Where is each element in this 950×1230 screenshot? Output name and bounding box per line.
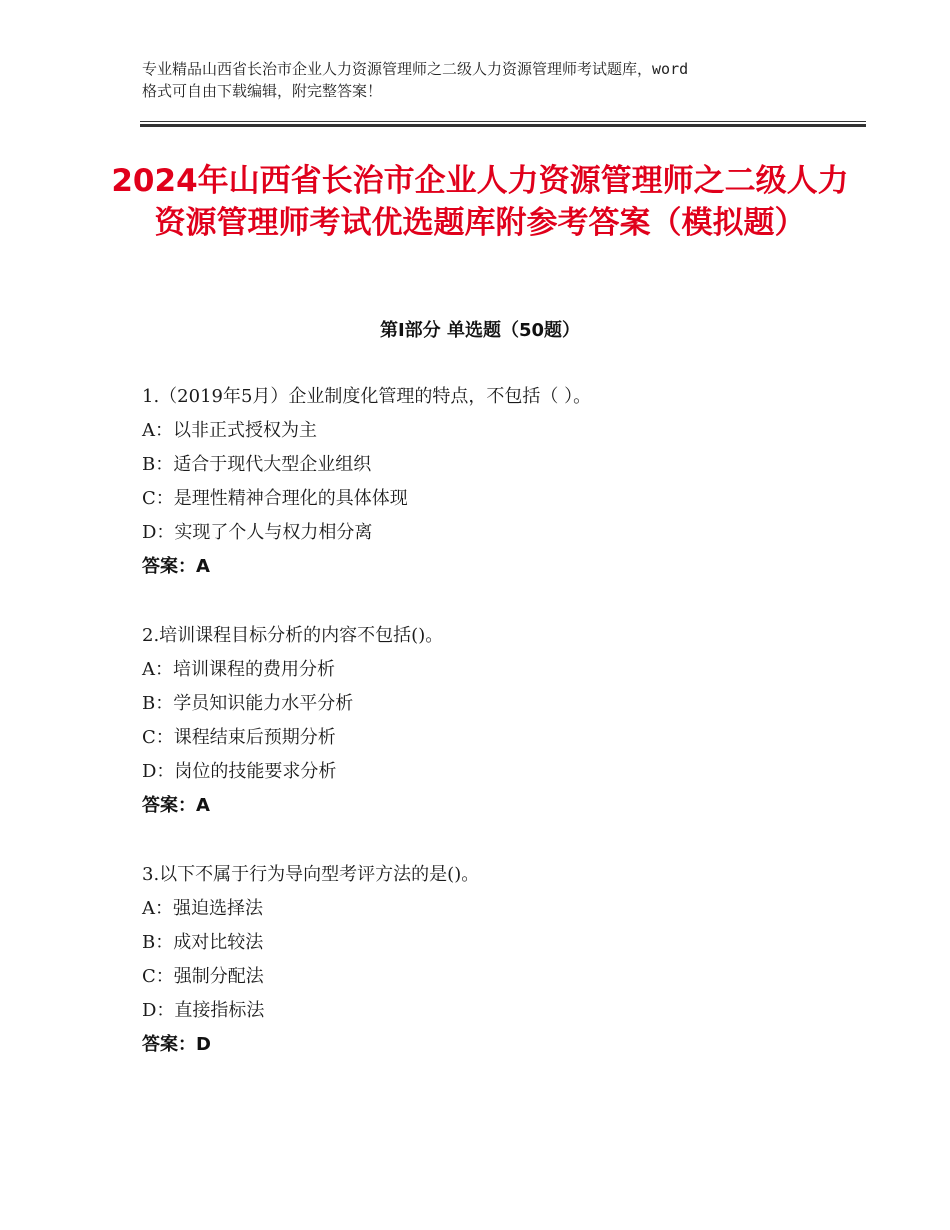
option-a: A：以非正式授权为主 (142, 420, 317, 441)
option-a: A：强迫选择法 (142, 898, 263, 919)
option-d: D：实现了个人与权力相分离 (142, 522, 373, 543)
answer-line: 答案：A (142, 556, 210, 577)
document-title: 2024年山西省长治市企业人力资源管理师之二级人力资源管理师考试优选题库附参考答案（模拟题） (111, 163, 849, 241)
question-block (142, 858, 842, 1062)
option-b: B：适合于现代大型企业组织 (142, 454, 372, 475)
option-c: C：是理性精神合理化的具体体现 (142, 488, 408, 509)
header-divider-thin (140, 121, 866, 122)
option-d: D：直接指标法 (142, 1000, 265, 1021)
question-block (142, 380, 842, 584)
option-c: C：课程结束后预期分析 (142, 727, 336, 748)
question-stem: 2.培训课程目标分析的内容不包括()。 (142, 625, 444, 646)
option-d: D：岗位的技能要求分析 (142, 761, 337, 782)
question-block (142, 619, 842, 823)
option-b: B：成对比较法 (142, 932, 264, 953)
answer-line: 答案：D (142, 1034, 211, 1055)
option-a: A：培训课程的费用分析 (142, 659, 335, 680)
option-b: B：学员知识能力水平分析 (142, 693, 354, 714)
option-c: C：强制分配法 (142, 966, 264, 987)
answer-line: 答案：A (142, 795, 210, 816)
section-heading: 第Ⅰ部分 单选题（50题） (379, 320, 580, 341)
header-note: 专业精品山西省长治市企业人力资源管理师之二级人力资源管理师考试题库，word 格式可自由下载编辑，附完整答案！ (142, 60, 689, 100)
question-stem: 1.（2019年5月）企业制度化管理的特点，不包括（ ）。 (142, 386, 592, 407)
header-divider-thick (140, 124, 866, 127)
question-stem: 3.以下不属于行为导向型考评方法的是()。 (142, 864, 480, 885)
